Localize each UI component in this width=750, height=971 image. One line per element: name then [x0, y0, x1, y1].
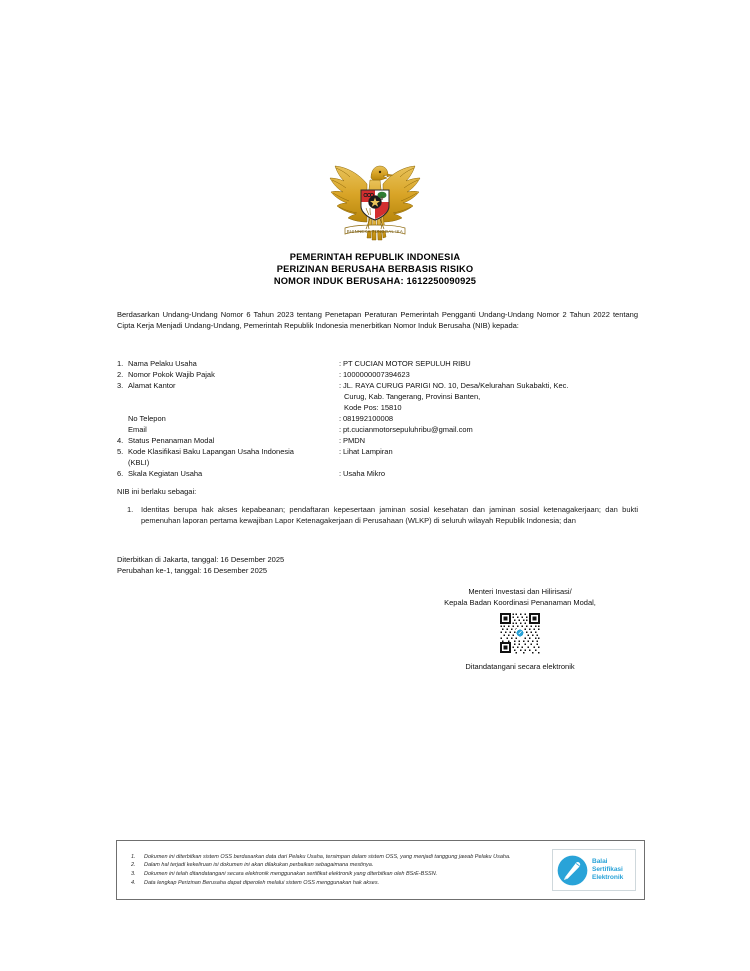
motto-ribbon	[345, 225, 405, 234]
detail-row-kode-pos	[117, 402, 642, 413]
detail-number: 5.	[117, 447, 124, 456]
detail-value-text: Lihat Lampiran	[343, 447, 393, 456]
date-revision: Perubahan ke-1, tanggal: 16 Desember 2025	[117, 566, 268, 576]
berlaku-item-text: Identitas berupa hak akses kepabeanan; pendaftaran kepesertaan jaminan sosial kesehatan dan jaminan sosial ketenagakerjaan; dan bukti pemenuhan laporan pertama kewajiban Lapor Ketenagakerjaan di Perusahaan (WLKP) di seluruh wilayah Republik Indonesia; dan	[141, 505, 638, 525]
detail-number: 1.	[117, 359, 124, 368]
business-details-list	[117, 358, 642, 479]
detail-label	[117, 446, 339, 457]
detail-label-text: Nomor Pokok Wajib Pajak	[128, 370, 215, 379]
detail-row-alamat-line2	[117, 391, 642, 402]
garuda-pancasila-emblem	[323, 158, 427, 246]
colon-separator: :	[339, 436, 342, 445]
footer-note	[127, 870, 550, 879]
detail-label-text: Kode Klasifikasi Baku Lapangan Usaha Indonesia	[128, 447, 294, 456]
footer-note-number: 3.	[131, 871, 136, 877]
footer-note-text: Data lengkap Perizinan Berusaha dapat diperoleh melalui sistem OSS menggunakan hak akses.	[144, 879, 380, 886]
detail-label: Email	[128, 425, 147, 434]
issuance-dates	[117, 554, 284, 576]
detail-number: 6.	[117, 469, 124, 478]
preamble-paragraph: Berdasarkan Undang-Undang Nomor 6 Tahun 2023 tentang Penetapan Peraturan Pemerintah Pengganti Undang-Undang Nomor 2 Tahun 2022 tentang Cipta Kerja Menjadi Undang-Undang, Pemerintah Republik Indonesia menerbitkan Nomor Induk Berusaha (NIB) kepada:	[117, 310, 638, 330]
signature-qr-code	[499, 612, 541, 654]
detail-number: 2.	[117, 370, 124, 379]
colon-separator: :	[339, 359, 342, 368]
title-line-nib-number: NOMOR INDUK BERUSAHA: 1612250090925	[273, 276, 477, 287]
colon-separator: :	[339, 414, 342, 423]
footer-note	[127, 853, 550, 862]
colon-separator: :	[339, 469, 342, 478]
detail-value-text: PMDN	[343, 436, 366, 445]
detail-row-email	[117, 424, 642, 435]
detail-label	[117, 369, 339, 380]
detail-label-text: (KBLI)	[128, 458, 150, 467]
signatory-title-line2: Kepala Badan Koordinasi Penanaman Modal,	[444, 598, 596, 608]
detail-label	[117, 435, 339, 446]
detail-row-alamat-kantor	[117, 380, 642, 391]
detail-label	[117, 468, 339, 479]
footer-note	[127, 879, 550, 888]
detail-row-status-penanaman-modal	[117, 435, 642, 446]
berlaku-items-list	[117, 505, 638, 526]
electronic-signature-note: Ditandatangani secara elektronik	[465, 662, 575, 672]
detail-label: No Telepon	[128, 414, 166, 423]
signatory-title-line1: Menteri Investasi dan Hilirisasi/	[468, 587, 572, 596]
detail-row-kbli	[117, 446, 642, 457]
footer-note-number: 2.	[131, 862, 136, 869]
detail-label-text: Nama Pelaku Usaha	[128, 359, 197, 368]
berlaku-item	[117, 505, 638, 526]
detail-value	[339, 358, 642, 369]
footer-disclaimer-box	[116, 840, 645, 900]
detail-label	[117, 358, 339, 369]
colon-separator: :	[339, 425, 342, 434]
detail-value-text: PT CUCIAN MOTOR SEPULUH RIBU	[343, 359, 471, 368]
svg-text:BHINNEKA TUNGGAL IKA: BHINNEKA TUNGGAL IKA	[346, 229, 404, 234]
detail-value-text: pt.cucianmotorsepuluhribu@gmail.com	[343, 425, 473, 434]
detail-number: 3.	[117, 381, 124, 390]
detail-label-text: Skala Kegiatan Usaha	[128, 469, 203, 478]
bsre-pen-circle-icon	[556, 854, 589, 887]
bsre-logo-text	[589, 858, 632, 883]
title-line-license-type: PERIZINAN BERUSAHA BERBASIS RISIKO	[276, 264, 474, 275]
colon-separator: :	[339, 447, 342, 456]
footer-notes-list	[117, 849, 552, 891]
detail-label-text: Status Penanaman Modal	[128, 436, 215, 445]
detail-row-skala-kegiatan-usaha	[117, 468, 642, 479]
detail-value	[339, 380, 642, 391]
detail-value-continuation: Curug, Kab. Tangerang, Provinsi Banten,	[344, 392, 481, 401]
detail-label	[117, 380, 339, 391]
detail-value	[339, 424, 642, 435]
berlaku-item-number: 1.	[127, 505, 134, 514]
detail-value-text: Usaha Mikro	[343, 469, 386, 478]
detail-value	[339, 435, 642, 446]
footer-note-text: Dokumen ini telah ditandatangani secara elektronik menggunakan sertifikat elektronik yang diterbitkan oleh BSrE-BSSN.	[144, 871, 438, 877]
title-line-government: PEMERINTAH REPUBLIK INDONESIA	[289, 252, 461, 262]
detail-value-text: 081992100008	[343, 414, 394, 423]
bsre-logo	[552, 849, 636, 891]
footer-note-text: Dalam hal terjadi kekeliruan isi dokumen ini akan dilakukan perbaikan sebagaimana mestinya.	[144, 862, 374, 869]
detail-row-no-telepon	[117, 413, 642, 424]
detail-row-kbli-line2	[117, 457, 642, 468]
berlaku-heading: NIB ini berlaku sebagai:	[117, 487, 197, 496]
detail-row-npwp	[117, 369, 642, 380]
date-issued: Diterbitkan di Jakarta, tanggal: 16 Desember 2025	[117, 555, 285, 564]
signature-block	[398, 586, 642, 673]
qr-code-icon	[499, 612, 541, 654]
emblem-container	[0, 158, 750, 251]
document-title-block	[0, 251, 750, 288]
detail-value-text: JL. RAYA CURUG PARIGI NO. 10, Desa/Kelurahan Sukabakti, Kec.	[343, 381, 569, 390]
detail-value	[339, 369, 642, 380]
colon-separator: :	[339, 381, 342, 390]
detail-label	[117, 457, 339, 468]
detail-value-continuation: Kode Pos: 15810	[344, 403, 402, 412]
bsre-text-line3: Elektronik	[592, 874, 624, 882]
detail-number: 4.	[117, 436, 124, 445]
footer-note-text: Dokumen ini diterbitkan sistem OSS berdasarkan data dari Pelaku Usaha, tersimpan dalam sistem OSS, yang menjadi tanggung jawab Pelaku Usaha.	[144, 853, 511, 860]
footer-note	[127, 861, 550, 870]
detail-value	[339, 446, 642, 457]
detail-value-text: 1000000007394623	[343, 370, 410, 379]
colon-separator: :	[339, 370, 342, 379]
detail-value	[339, 413, 642, 424]
detail-label-text: Alamat Kantor	[128, 381, 176, 390]
bsre-text-line1: Balai	[592, 857, 608, 865]
detail-row-nama-pelaku-usaha	[117, 358, 642, 369]
detail-value	[339, 468, 642, 479]
footer-note-number: 1.	[131, 853, 136, 860]
footer-note-number: 4.	[131, 879, 136, 886]
bsre-text-line2: Sertifikasi	[592, 865, 623, 873]
